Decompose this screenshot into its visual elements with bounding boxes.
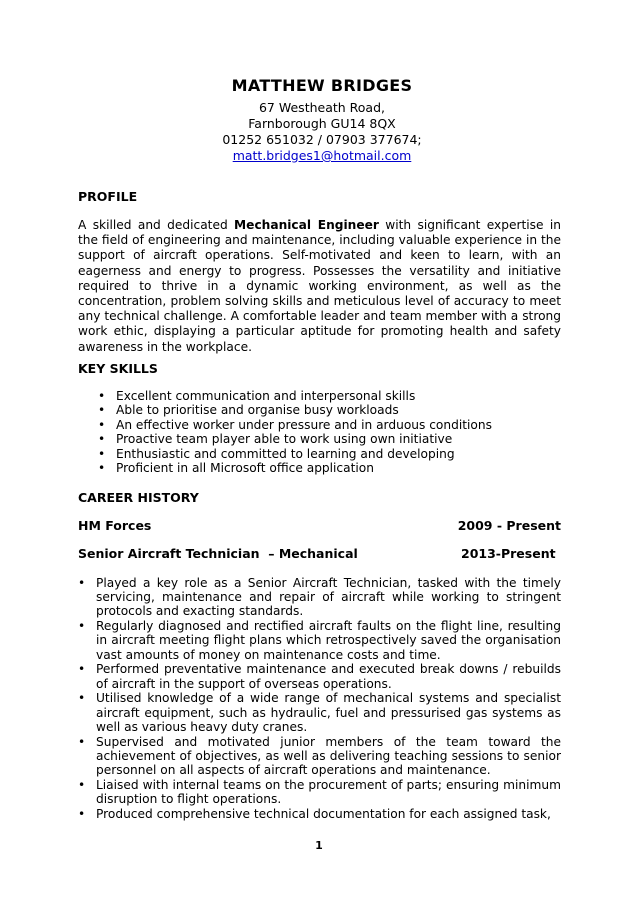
list-item: • Supervised and motivated junior members of the team toward the achievement of objectives, as well as delivering teaching sessions to senior personnel on all aspects of aircraft operations and maintenance. bbox=[78, 735, 561, 778]
role-row bbox=[78, 546, 561, 562]
profile-text-rest: with significant expertise in the field of engineering and maintenance, including valuable experience in the support of aircraft operations. Self-motivated and keen to learn, with an eagerness and energy to progress. Possesses the versatility and initiative required to thrive in a dynamic working environment, as well as the concentration, problem solving skills and meticulous level of accuracy to meet any technical challenge. A comfortable leader and team member with a strong work ethic, displaying a particular aptitude for promoting health and safety awareness in the workplace. bbox=[78, 218, 561, 354]
list-item: • Produced comprehensive technical documentation for each assigned task, bbox=[78, 807, 561, 821]
contact-header bbox=[0, 76, 638, 164]
list-item: • Utilised knowledge of a wide range of mechanical systems and specialist aircraft equipment, such as hydraulic, fuel and pressurised gas systems as well as various heavy duty cranes. bbox=[78, 691, 561, 734]
profile-heading: PROFILE bbox=[78, 189, 138, 204]
list-item: • Played a key role as a Senior Aircraft Technician, tasked with the timely servicing, maintenance and repair of aircraft while working to stringent protocols and exacting standards. bbox=[78, 576, 561, 619]
address-line-2: Farnborough GU14 8QX bbox=[248, 116, 396, 131]
list-item: • Able to prioritise and organise busy workloads bbox=[78, 403, 492, 417]
key-skills-list bbox=[78, 389, 492, 475]
list-item: • Proactive team player able to work using own initiative bbox=[78, 432, 492, 446]
career-history-heading: CAREER HISTORY bbox=[78, 490, 199, 505]
list-item: • Performed preventative maintenance and executed break downs / rebuilds of aircraft in the support of overseas operations. bbox=[78, 662, 561, 690]
list-item: • Proficient in all Microsoft office application bbox=[78, 461, 492, 475]
phone-numbers: 01252 651032 / 07903 377674; bbox=[222, 132, 422, 147]
employer-row bbox=[78, 518, 561, 534]
profile-title-bold: Mechanical Engineer bbox=[234, 218, 379, 232]
profile-text-start: A skilled and dedicated bbox=[78, 218, 235, 232]
list-item: • Regularly diagnosed and rectified aircraft faults on the flight line, resulting in aircraft meeting flight plans which retrospectively saved the organisation vast amounts of money on maintenance costs and time. bbox=[78, 619, 561, 662]
page-number: 1 bbox=[315, 839, 323, 852]
role-title: Senior Aircraft Technician – Mechanical bbox=[78, 546, 358, 561]
list-item: • An effective worker under pressure and in arduous conditions bbox=[78, 418, 492, 432]
address-line-1: 67 Westheath Road, bbox=[258, 100, 386, 115]
candidate-name: MATTHEW BRIDGES bbox=[231, 76, 413, 95]
key-skills-heading: KEY SKILLS bbox=[78, 361, 158, 376]
employer-dates: 2009 - Present bbox=[457, 518, 561, 533]
list-item: • Enthusiastic and committed to learning and developing bbox=[78, 447, 492, 461]
duties-list bbox=[78, 576, 561, 822]
list-item: • Excellent communication and interpersonal skills bbox=[78, 389, 492, 403]
employer-name: HM Forces bbox=[78, 518, 152, 533]
role-dates: 2013-Present bbox=[461, 546, 556, 561]
profile-paragraph bbox=[78, 218, 561, 355]
email-link[interactable]: matt.bridges1@hotmail.com bbox=[232, 148, 412, 163]
list-item: • Liaised with internal teams on the procurement of parts; ensuring minimum disruption to flight operations. bbox=[78, 778, 561, 806]
